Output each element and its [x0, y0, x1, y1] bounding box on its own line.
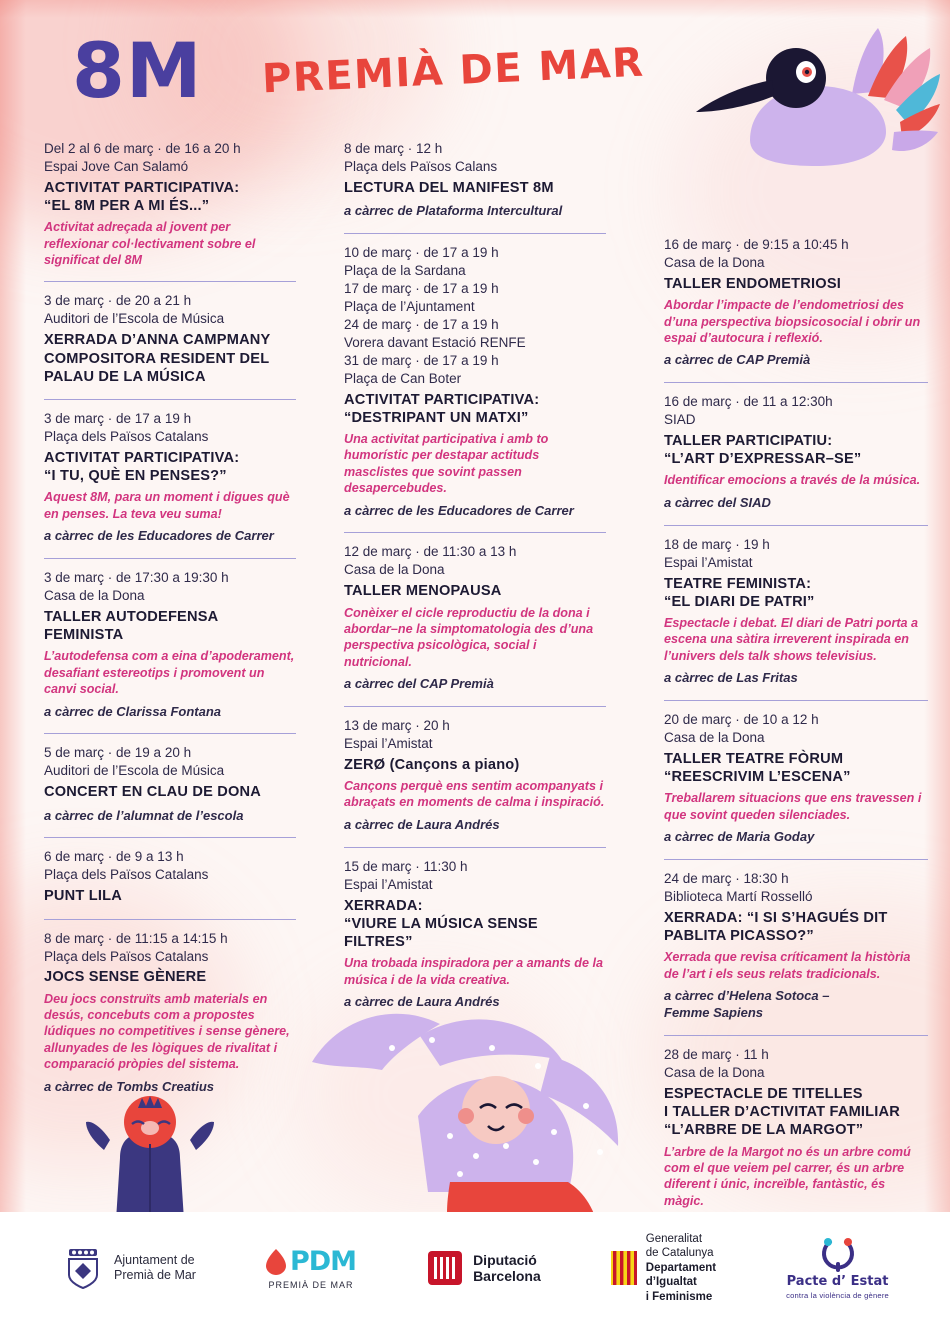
event-credit: a càrrec de Tombs Creatius: [44, 1078, 215, 1094]
event-item: [664, 711, 928, 846]
divider: [664, 525, 928, 526]
divider: [344, 532, 606, 533]
event-datetime: 6 de març · de 9 a 13 h Plaça dels Països Catalans: [44, 849, 209, 883]
divider: [344, 233, 606, 234]
event-title: TALLER TEATRE FÒRUM “REESCRIVIM L’ESCENA”: [664, 750, 851, 786]
generalitat-flag-icon: [611, 1251, 637, 1285]
event-title: CONCERT EN CLAU DE DONA: [44, 784, 262, 801]
diputacio-label: Diputació Barcelona: [473, 1251, 541, 1284]
event-item: [664, 870, 928, 1022]
divider: [44, 919, 296, 920]
event-title: TALLER AUTODEFENSA FEMINISTA: [44, 608, 218, 644]
logo-pdm: [266, 1246, 356, 1290]
pdm-mark-icon: [266, 1249, 286, 1275]
divider: [44, 733, 296, 734]
event-item: [664, 536, 928, 687]
event-title: TALLER ENDOMETRIOSI: [664, 275, 842, 292]
program-column-3: [618, 140, 950, 1245]
logo-generalitat: [611, 1232, 716, 1304]
footer-logos: [0, 1212, 950, 1324]
event-credit: a càrrec de Maria Goday: [664, 829, 815, 845]
event-title: XERRADA: “VIURE LA MÚSICA SENSE FILTRES”: [344, 897, 538, 951]
event-credit: a càrrec de Clarissa Fontana: [44, 703, 222, 719]
event-datetime: 16 de març · de 9:15 a 10:45 h Casa de la Dona: [664, 237, 849, 270]
page-title: 8M: [72, 26, 203, 115]
child-illustration: [80, 1094, 220, 1224]
event-title: PUNT LILA: [44, 888, 123, 905]
event-description: Cançons perquè ens sentim acompanyats i abraçats en moments de calma i inspiració.: [344, 779, 605, 810]
program-column-2: [308, 140, 618, 1245]
event-credit: a càrrec de Plataforma Intercultural: [344, 203, 563, 219]
divider: [344, 847, 606, 848]
event-item: [344, 717, 606, 834]
event-title: ACTIVITAT PARTICIPATIVA: “I TU, QUÈ EN PENSES?”: [44, 449, 240, 485]
divider: [44, 399, 296, 400]
event-title: ACTIVITAT PARTICIPATIVA: “EL 8M PER A MI ÉS...”: [44, 179, 240, 215]
logo-pacte: [786, 1236, 889, 1300]
event-datetime: 10 de març · de 17 a 19 h Plaça de la Sardana 17 de març · de 17 a 19 h Plaça de l’Ajuntament 24 de març · de 17 a 19 h Vorera davant Estació RENFE 31 de març · de 17 a 19 h Plaça de Can Boter: [344, 245, 526, 386]
event-datetime: 3 de març · de 17 a 19 h Plaça dels Països Catalans: [44, 411, 209, 445]
event-datetime: 15 de març · 11:30 h Espai l’Amistat: [344, 858, 468, 892]
event-item: [664, 1046, 928, 1232]
event-credit: a càrrec de Las Fritas: [664, 670, 798, 686]
event-title: ZERØ (Cançons a piano): [344, 756, 520, 773]
event-credit: a càrrec d’Helena Sotoca – Femme Sapiens: [664, 988, 830, 1021]
event-credit: a càrrec de les Educadores de Carrer: [344, 502, 574, 518]
ajuntament-label: Ajuntament de Premià de Mar: [114, 1253, 196, 1282]
generalitat-label: Generalitat de Catalunya Departament d’Igualtat i Feminisme: [645, 1233, 717, 1303]
event-credit: a càrrec de l’alumnat de l’escola: [44, 807, 244, 823]
event-description: Conèixer el cicle reproductiu de la dona i abordar–ne la simptomatologia des d’una perspectiva psicològica, social i nutricional.: [344, 605, 594, 669]
event-description: L’autodefensa com a eina d’apoderament, desafiant estereotips i promovent un canvi social.: [44, 649, 295, 697]
program-columns: [0, 140, 950, 1245]
event-datetime: 24 de març · 18:30 h Biblioteca Martí Rosselló: [664, 871, 813, 905]
event-datetime: 5 de març · de 19 a 20 h Auditori de l’Escola de Música: [44, 745, 225, 779]
divider: [664, 1035, 928, 1036]
event-item: [664, 393, 928, 512]
event-description: Espectacle i debat. El diari de Patri porta a escena una sàtira irreverent inspirada en l’univers dels talk shows televisius.: [664, 616, 919, 663]
event-item: [44, 569, 296, 720]
event-datetime: 8 de març · de 11:15 a 14:15 h Plaça dels Països Catalans: [44, 930, 228, 964]
event-description: Activitat adreçada al jovent per reflexionar col·lectivament sobre el significat del 8M: [44, 220, 256, 268]
event-item: [44, 744, 296, 824]
event-item: [44, 930, 296, 1096]
event-description: Una activitat participativa i amb to humorístic per destapar actituds masclistes que sovint passen desapercebudes.: [344, 432, 549, 496]
diputacio-crest-icon: [426, 1248, 464, 1288]
event-credit: a càrrec de les Educadores de Carrer: [44, 528, 274, 544]
event-item: [344, 858, 606, 1011]
event-datetime: 12 de març · de 11:30 a 13 h Casa de la Dona: [344, 544, 517, 578]
pacte-circle-icon: [816, 1236, 860, 1272]
event-title: JOCS SENSE GÈNERE: [44, 969, 207, 986]
event-title: TALLER PARTICIPATIU: “L’ART D’EXPRESSAR–SE”: [664, 433, 862, 468]
event-description: Treballarem situacions que ens travessen i que sovint queden silenciades.: [664, 791, 922, 822]
bird-illustration: [600, 20, 940, 180]
pdm-wordmark: PDM: [289, 1246, 357, 1277]
event-description: L’arbre de la Margot no és un arbre comú com el que veiem pel carrer, és un arbre diferent i únic, increïble, fantàstic, és màgic.: [664, 1144, 911, 1208]
event-datetime: Del 2 al 6 de març · de 16 a 20 h Espai Jove Can Salamó: [44, 141, 241, 174]
event-datetime: 28 de març · 11 h Casa de la Dona: [664, 1046, 769, 1080]
event-datetime: 3 de març · de 20 a 21 h Auditori de l’Escola de Música: [44, 293, 225, 327]
event-description: Una trobada inspiradora per a amants de la música i de la vida creativa.: [344, 956, 603, 987]
event-datetime: 3 de març · de 17:30 a 19:30 h Casa de la Dona: [44, 570, 229, 603]
event-title: TEATRE FEMINISTA: “EL DIARI DE PATRI”: [664, 575, 815, 610]
pdm-sublabel: PREMIÀ DE MAR: [268, 1280, 354, 1290]
divider: [44, 558, 296, 559]
event-datetime: 16 de març · de 11 a 12:30h SIAD: [664, 394, 833, 428]
event-credit: a càrrec de Laura Andrés: [344, 994, 500, 1009]
event-datetime: 20 de març · de 10 a 12 h Casa de la Dona: [664, 712, 819, 746]
pacte-wordmark: Pacte d’ Estat: [786, 1274, 889, 1289]
event-title: ACTIVITAT PARTICIPATIVA: “DESTRIPANT UN MATXI”: [344, 391, 540, 426]
event-description: Deu jocs construïts amb materials en desús, concebuts com a propostes lúdiques no competitives i sense gènere, allunyades de les lògiques de rivalitat i comparació pròpies del sistema.: [44, 991, 290, 1072]
logo-diputacio: [426, 1248, 541, 1288]
event-item: [44, 140, 296, 268]
event-item: [44, 410, 296, 545]
event-datetime: 8 de març · 12 h Plaça dels Països Calans: [344, 141, 498, 174]
event-description: Aquest 8M, para un moment i digues què en penses. La teva veu suma!: [44, 490, 290, 521]
event-title: ESPECTACLE DE TITELLES I TALLER D’ACTIVITAT FAMILIAR “L’ARBRE DE LA MARGOT”: [664, 1085, 901, 1139]
event-credit: a càrrec del CAP Premià: [344, 676, 494, 692]
event-credit: a càrrec de Laura Andrés: [344, 816, 500, 832]
event-item: [344, 543, 606, 692]
event-description: Abordar l’impacte de l’endometriosi des d’una perspectiva biopsicosocial i obrir un espai d’autocura i reflexió.: [664, 298, 921, 345]
event-description: Identificar emocions a través de la música.: [664, 473, 921, 488]
ajuntament-shield-icon: [61, 1245, 105, 1291]
event-datetime: 13 de març · 20 h Espai l’Amistat: [344, 717, 450, 751]
divider: [664, 382, 928, 383]
event-item: [344, 244, 606, 519]
event-credit: a càrrec del SIAD: [664, 494, 771, 510]
divider: [344, 706, 606, 707]
pacte-sublabel: contra la violència de gènere: [786, 1291, 889, 1300]
program-column-1: [0, 140, 308, 1245]
poster-header: [0, 0, 950, 150]
event-item: [44, 848, 296, 905]
event-description: Xerrada que revisa críticament la història de l’art i els seus relats tradicionals.: [664, 950, 911, 981]
divider: [44, 837, 296, 838]
divider: [44, 281, 296, 282]
event-title: XERRADA: “I SI S’HAGUÉS DIT PABLITA PICASSO?”: [664, 909, 888, 945]
divider: [664, 700, 928, 701]
event-item: [344, 140, 606, 220]
logo-ajuntament: [61, 1245, 196, 1291]
event-credit: a càrrec de CAP Premià: [664, 352, 811, 368]
event-datetime: 18 de març · 19 h Espai l’Amistat: [664, 536, 770, 570]
event-item: [664, 236, 928, 369]
event-title: LECTURA DEL MANIFEST 8M: [344, 179, 554, 196]
event-item: [44, 292, 296, 386]
poster-subtitle: PREMIÀ DE MAR: [261, 39, 646, 103]
event-title: XERRADA D’ANNA CAMPMANY COMPOSITORA RESIDENT DEL PALAU DE LA MÚSICA: [44, 332, 271, 385]
event-title: TALLER MENOPAUSA: [344, 583, 502, 600]
divider: [664, 859, 928, 860]
